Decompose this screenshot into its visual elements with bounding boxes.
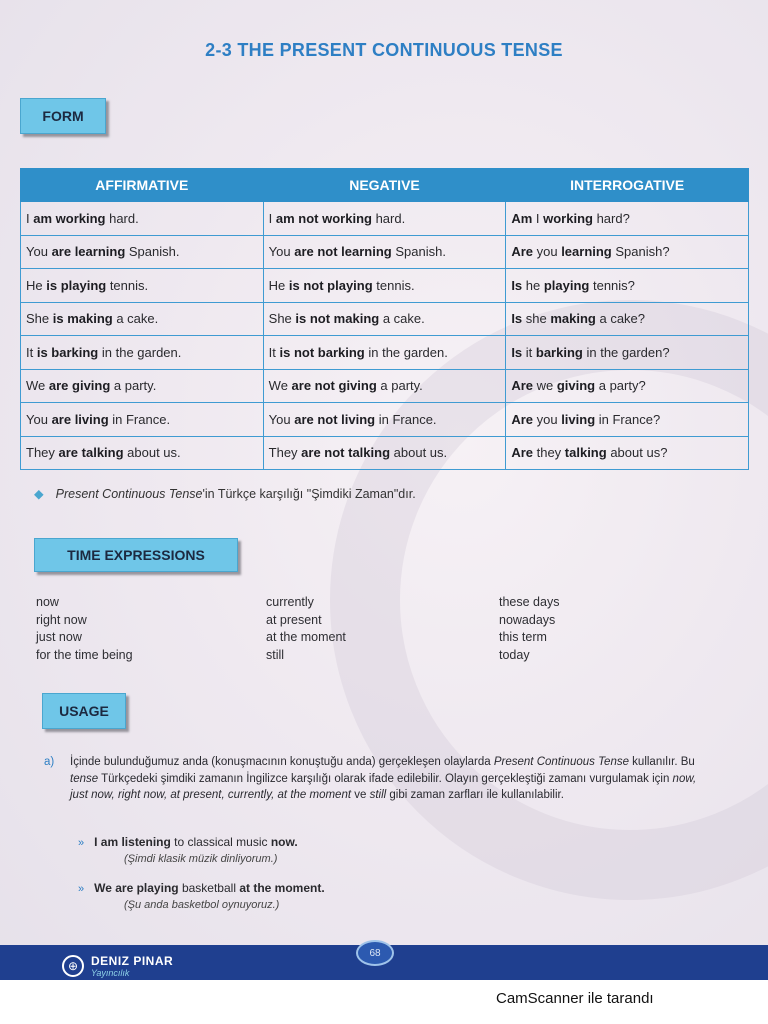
cell-text: you — [533, 244, 562, 260]
cell-verb: is not barking — [279, 344, 365, 360]
cell-text: a cake. — [379, 311, 425, 327]
cell-verb: working — [543, 210, 593, 226]
time-expression: this term — [499, 630, 547, 644]
table-header-row — [21, 169, 749, 202]
cell-text: in France. — [375, 411, 437, 427]
cell-text: a party? — [595, 378, 646, 394]
table-cell — [21, 269, 264, 303]
cell-text: You — [26, 244, 52, 260]
cell-text: about us. — [390, 445, 448, 461]
table-cell — [263, 302, 506, 336]
cell-text: a party. — [110, 378, 157, 394]
cell-text: tennis. — [372, 277, 415, 293]
table-cell — [506, 336, 749, 370]
cell-verb: is making — [52, 311, 113, 327]
cell-verb: playing — [543, 277, 590, 293]
cell-verb: are talking — [58, 445, 124, 461]
cell-verb: living — [561, 411, 596, 427]
publisher-logo-icon: ⊕ — [62, 955, 84, 977]
chevron-bullet-icon: » — [78, 883, 85, 895]
cell-verb: are living — [51, 411, 109, 427]
cell-text: a party. — [376, 378, 423, 394]
cell-text: Spanish. — [391, 244, 446, 260]
usage-text: ve — [351, 789, 370, 801]
cell-verb: am not working — [275, 210, 372, 226]
time-expression: just now — [36, 630, 82, 644]
cell-text: in France? — [595, 411, 661, 427]
usage-section-label: USAGE — [42, 693, 126, 729]
time-expression: at the moment — [266, 630, 346, 644]
cell-verb: Is — [511, 344, 523, 360]
cell-text: he — [522, 277, 544, 293]
cell-text: about us? — [606, 445, 668, 461]
cell-text: they — [533, 445, 565, 461]
cell-verb: making — [550, 311, 596, 327]
chevron-bullet-icon: » — [78, 837, 85, 849]
example-text: basketball — [178, 881, 240, 895]
cell-text: They — [268, 445, 302, 461]
time-expressions-label: TIME EXPRESSIONS — [34, 538, 238, 572]
cell-verb: Am — [511, 210, 533, 226]
usage-term: now, just now, right now, at present, currently, at the moment — [70, 772, 697, 801]
cell-verb: giving — [556, 378, 596, 394]
page-title: 2-3 THE PRESENT CONTINUOUS TENSE — [205, 40, 563, 60]
table-row — [21, 436, 749, 470]
time-expression: at present — [266, 612, 322, 627]
usage-text: gibi zaman zarfları ile kullanılabilir. — [386, 789, 564, 801]
time-expressions-column-2 — [266, 594, 346, 664]
note-text: 'in Türkçe karşılığı " — [202, 487, 312, 501]
cell-text: You — [268, 244, 295, 260]
cell-verb: Are — [511, 378, 533, 394]
note-term: Present Continuous Tense — [55, 487, 203, 501]
publisher-subtitle: Yayıncılık — [91, 968, 130, 978]
column-header: INTERROGATIVE — [506, 169, 749, 202]
cell-text: hard. — [105, 210, 139, 226]
cell-verb: are giving — [48, 378, 111, 394]
cell-text: I — [268, 210, 276, 226]
example-time: now. — [270, 835, 298, 849]
time-expressions-column-3 — [499, 594, 559, 664]
usage-example — [78, 880, 325, 913]
table-cell — [21, 235, 264, 269]
cell-text: They — [26, 445, 59, 461]
table-cell — [263, 403, 506, 437]
table-cell — [21, 403, 264, 437]
cell-text: She — [268, 311, 296, 327]
usage-text: İçinde bulunduğumuz anda (konuşmacının konuştuğu anda) gerçekleşen olaylarda — [70, 756, 494, 768]
cell-verb: are not talking — [301, 445, 391, 461]
table-row — [21, 403, 749, 437]
cell-text: It — [268, 344, 280, 360]
cell-verb: are learning — [51, 244, 126, 260]
cell-verb: is not playing — [288, 277, 373, 293]
tense-form-table — [20, 168, 749, 470]
cell-text: We — [268, 378, 292, 394]
table-row — [21, 235, 749, 269]
example-text: to classical music — [170, 835, 271, 849]
usage-paragraph — [44, 754, 710, 804]
usage-text: Türkçedeki şimdiki zamanın İngilizce karşılığı olarak ifade edilebilir. Olayın gerçekleştiği zamanı vurgulamak için — [98, 772, 673, 785]
table-cell — [506, 202, 749, 236]
cell-verb: are not living — [294, 411, 376, 427]
usage-text: kullanılır. Bu — [628, 756, 695, 768]
publisher-name: DENIZ PINAR — [91, 954, 174, 968]
cell-text: you — [533, 411, 562, 427]
scanner-watermark-text: CamScanner ile tarandı — [496, 990, 654, 1007]
usage-item-marker: a) — [44, 756, 55, 768]
usage-term: tense — [70, 772, 99, 785]
table-cell — [21, 302, 264, 336]
table-cell — [263, 269, 506, 303]
translation-note — [34, 486, 416, 501]
cell-text: we — [533, 378, 557, 394]
cell-verb: is barking — [36, 344, 99, 360]
diamond-bullet-icon: ◆ — [34, 487, 44, 501]
usage-body — [70, 754, 710, 804]
time-expression: still — [266, 647, 285, 662]
cell-text: You — [26, 411, 52, 427]
cell-text: she — [522, 311, 551, 327]
table-cell — [506, 269, 749, 303]
time-expression: now — [36, 595, 59, 609]
table-cell — [263, 336, 506, 370]
cell-text: a cake? — [595, 311, 646, 327]
cell-text: You — [268, 411, 295, 427]
time-expression: nowadays — [499, 612, 556, 627]
time-expression: these days — [499, 595, 560, 609]
usage-term: Present Continuous Tense — [493, 756, 629, 768]
cell-text: She — [26, 311, 53, 327]
cell-text: He — [26, 277, 47, 293]
cell-text: in the garden. — [364, 344, 448, 360]
cell-verb: Are — [511, 244, 533, 260]
page-number: 68 — [356, 940, 394, 966]
table-row — [21, 302, 749, 336]
table-cell — [506, 436, 749, 470]
cell-text: He — [268, 277, 289, 293]
example-verb: We are playing — [94, 881, 179, 895]
cell-verb: Are — [511, 445, 533, 461]
table-cell — [21, 369, 264, 403]
cell-verb: Are — [511, 411, 533, 427]
cell-text: hard. — [371, 210, 406, 226]
table-cell — [21, 436, 264, 470]
note-text-2: "dır. — [393, 487, 416, 501]
cell-text: Spanish? — [611, 244, 670, 260]
table-cell — [21, 336, 264, 370]
cell-text: it — [522, 344, 536, 360]
cell-text: in France. — [108, 411, 171, 427]
table-cell — [263, 369, 506, 403]
form-section-label: FORM — [20, 98, 106, 134]
cell-verb: are not learning — [294, 244, 392, 260]
cell-verb: learning — [561, 244, 612, 260]
usage-term: still — [369, 789, 387, 801]
usage-example — [78, 834, 298, 867]
time-expressions-column-1 — [36, 594, 133, 664]
cell-verb: talking — [564, 445, 607, 461]
example-translation: (Şimdi klasik müzik dinliyorum.) — [124, 853, 278, 865]
time-expression: today — [499, 647, 530, 662]
table-cell — [506, 369, 749, 403]
cell-verb: am working — [33, 210, 106, 226]
table-cell — [506, 302, 749, 336]
column-header: AFFIRMATIVE — [21, 169, 264, 202]
cell-text: tennis. — [106, 277, 149, 293]
cell-text: about us. — [123, 445, 181, 461]
table-cell — [506, 235, 749, 269]
table-row — [21, 269, 749, 303]
table-cell — [263, 235, 506, 269]
time-expression: currently — [266, 595, 314, 609]
cell-text: tennis? — [589, 277, 635, 293]
cell-verb: Is — [511, 311, 523, 327]
cell-text: I — [532, 210, 544, 226]
table-row — [21, 202, 749, 236]
cell-verb: barking — [535, 344, 583, 360]
cell-text: Spanish. — [125, 244, 180, 260]
example-time: at the moment. — [239, 881, 325, 895]
cell-text: I — [26, 210, 34, 226]
table-row — [21, 369, 749, 403]
cell-text: in the garden? — [582, 344, 670, 360]
cell-verb: Is — [511, 277, 523, 293]
cell-text: in the garden. — [98, 344, 182, 360]
cell-verb: is playing — [46, 277, 107, 293]
cell-verb: are not giving — [291, 378, 377, 394]
time-expression: for the time being — [36, 647, 133, 662]
cell-text: It — [26, 344, 37, 360]
column-header: NEGATIVE — [263, 169, 506, 202]
table-cell — [263, 436, 506, 470]
example-translation: (Şu anda basketbol oynuyoruz.) — [124, 899, 280, 911]
table-row — [21, 336, 749, 370]
table-cell — [263, 202, 506, 236]
table-cell — [21, 202, 264, 236]
time-expression: right now — [36, 612, 87, 627]
cell-text: hard? — [592, 210, 630, 226]
example-verb: I am listening — [94, 835, 171, 849]
note-term-2: Şimdiki Zaman — [311, 487, 394, 501]
cell-text: a cake. — [112, 311, 159, 327]
table-cell — [506, 403, 749, 437]
cell-text: We — [26, 378, 49, 394]
cell-verb: is not making — [295, 311, 380, 327]
